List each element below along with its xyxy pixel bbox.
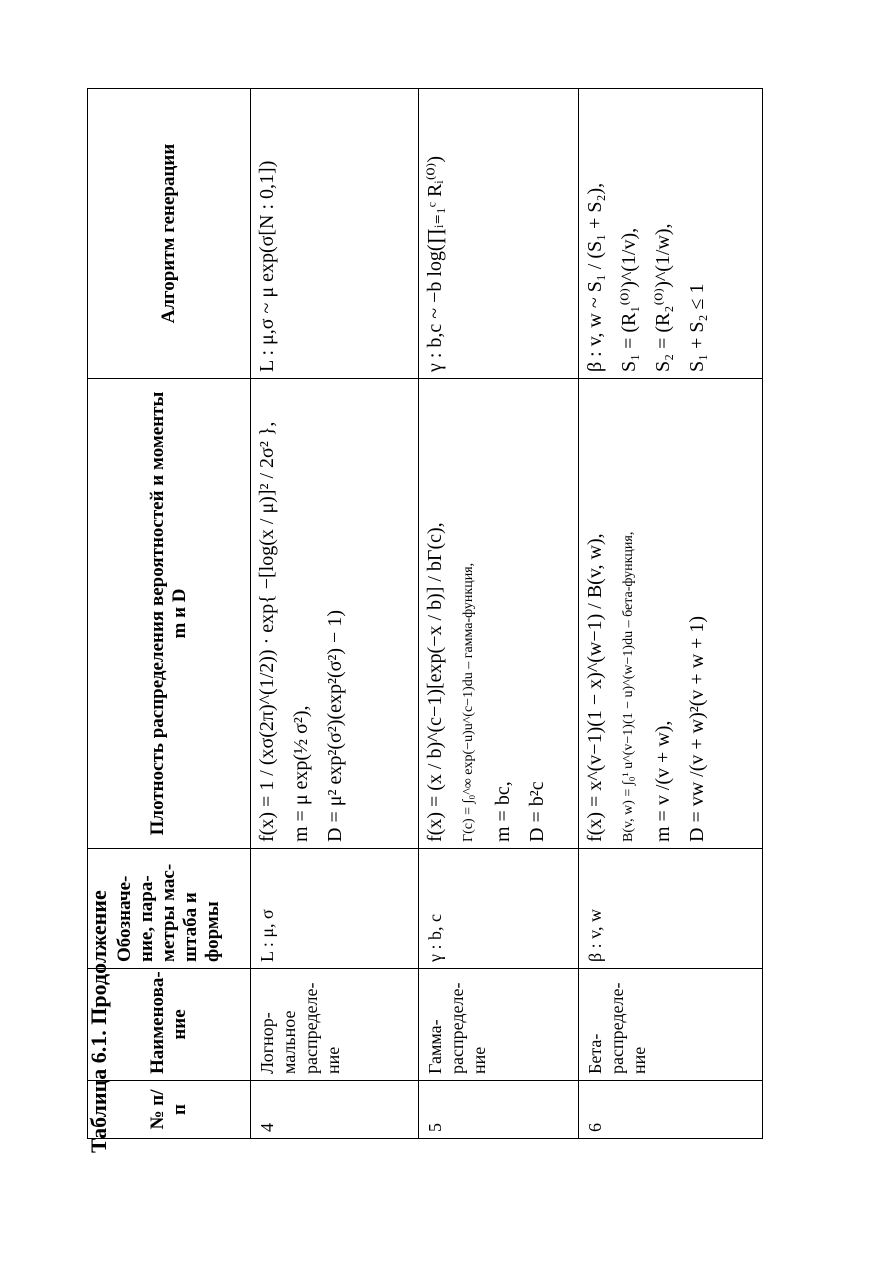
row-algorithm	[251, 89, 419, 379]
density-formula: m = μ exp(½ σ²),	[290, 705, 312, 842]
table-row	[418, 89, 579, 1139]
row-name: Гамма-распределе-ние	[418, 969, 579, 1081]
header-num: № п/п	[88, 1081, 251, 1139]
density-formula: m = v /(v + w),	[652, 720, 675, 842]
row-density	[579, 379, 763, 849]
density-formula: B(v, w) = ∫₀¹ u^(v−1)(1 − u)^(w−1)du – бета-функция,	[621, 531, 637, 842]
row-num: 4	[251, 1081, 419, 1139]
row-num: 5	[418, 1081, 579, 1139]
table-row	[251, 89, 419, 1139]
row-num: 6	[579, 1081, 763, 1139]
row-algorithm	[579, 89, 763, 379]
density-formula: f(x) = x^(v−1)(1 − x)^(w−1) / B(v, w),	[584, 533, 607, 842]
header-density: Плотность распределения вероятностей и моменты m и D	[88, 379, 251, 849]
algorithm-formula: S₁ = (R₁⁽⁰⁾)^(1/v),	[618, 227, 641, 372]
row-designation: γ : b, c	[418, 849, 579, 969]
header-row	[88, 89, 251, 1139]
algorithm-formula: S₂ = (R₂⁽⁰⁾)^(1/w),	[652, 223, 675, 372]
row-density	[251, 379, 419, 849]
density-formula: Γ(c) = ∫₀^∞ exp(−u)u^(c−1)du – гамма-функция,	[460, 562, 476, 842]
row-density	[418, 379, 579, 849]
density-formula: m = bc,	[491, 781, 514, 842]
header-designation: Обозначе-ние, пара-метры мас-штаба и формы	[88, 849, 251, 969]
row-algorithm	[418, 89, 579, 379]
distribution-table	[87, 88, 763, 1139]
algorithm-formula: β : v, w ~ S₁ / (S₁ + S₂),	[584, 182, 607, 372]
density-formula: D = μ² exp²(σ²)(exp²(σ²) − 1)	[324, 610, 346, 842]
table-caption: Таблица 6.1. Продолжение	[86, 890, 111, 1153]
header-algorithm: Алгоритм генерации	[88, 89, 251, 379]
algorithm-formula: γ : b,c ~ −b log(∏ᵢ₌₁ᶜ Rᵢ⁽⁰⁾)	[423, 155, 446, 372]
density-formula: D = b²c	[525, 781, 548, 842]
density-formula: D = vw /(v + w)²(v + w + 1)	[686, 615, 709, 842]
row-name: Бета-распределе-ние	[579, 969, 763, 1081]
density-formula: f(x) = 1 / (xσ(2π)^(1/2)) · exp{ −[log(x / μ)]² / 2σ² },	[256, 421, 278, 842]
table-row	[579, 89, 763, 1139]
header-name: Наименова-ние	[88, 969, 251, 1081]
row-designation: L : μ, σ	[251, 849, 419, 969]
row-designation: β : v, w	[579, 849, 763, 969]
algorithm-formula: S₁ + S₂ ≤ 1	[686, 283, 709, 372]
algorithm-formula: L : μ,σ ~ μ exp(σ[N : 0,1])	[256, 160, 278, 372]
row-name: Логнор-мальное распределе-ние	[251, 969, 419, 1081]
density-formula: f(x) = (x / b)^(c−1)[exp(−x / b)] / bΓ(c),	[423, 522, 446, 842]
